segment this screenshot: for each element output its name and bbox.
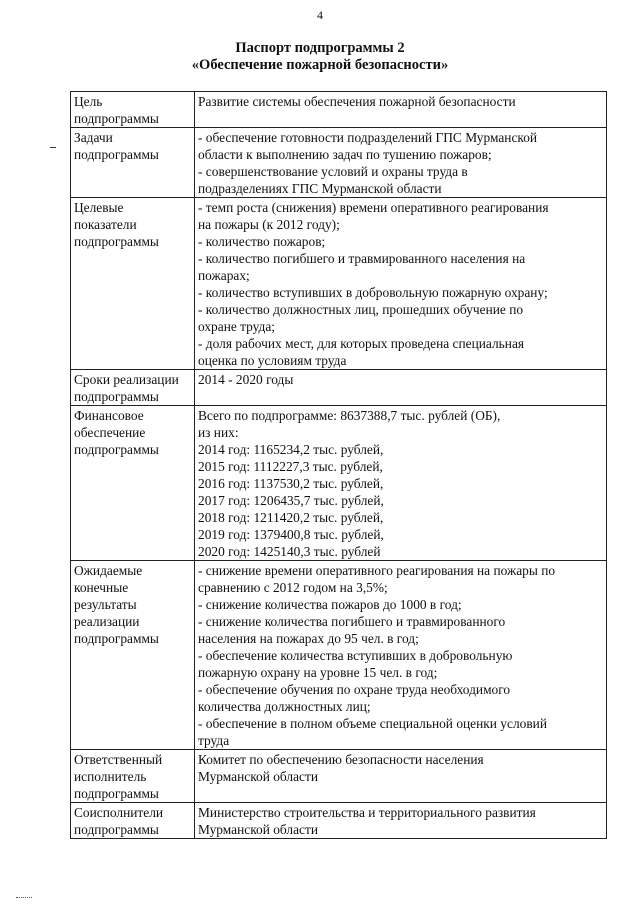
content-line: Мурманской области (198, 769, 318, 784)
content-line: области к выполнению задач по тушению пожаров; (198, 147, 492, 162)
content-line: Министерство строительства и территориального развития (198, 805, 536, 820)
margin-mark (50, 147, 56, 148)
label-line: конечные (74, 580, 129, 595)
title-line-2: «Обеспечение пожарной безопасности» (191, 57, 449, 73)
content-line: из них: (198, 425, 239, 440)
passport-table-body (71, 92, 607, 839)
content-line: сравнению с 2012 годом на 3,5%; (198, 580, 388, 595)
table-row (71, 803, 607, 839)
content-line: - обеспечение обучения по охране труда необходимого (198, 682, 511, 697)
content-line: - обеспечение готовности подразделений ГПС Мурманской (198, 130, 538, 145)
content-line: 2014 год: 1165234,2 тыс. рублей, (198, 442, 384, 457)
row-content (195, 803, 607, 839)
content-line: Развитие системы обеспечения пожарной безопасности (198, 94, 516, 109)
content-line: пожарах; (198, 268, 250, 283)
label-line: результаты (74, 597, 137, 612)
row-content (195, 370, 607, 406)
label-line: Ответственный (74, 752, 163, 767)
row-label (71, 561, 195, 750)
content-line: - снижение времени оперативного реагирования на пожары по (198, 563, 556, 578)
label-line: показатели (74, 217, 137, 232)
table-row (71, 128, 607, 198)
content-line: охране труда; (198, 319, 276, 334)
row-label (71, 370, 195, 406)
content-line: - доля рабочих мест, для которых проведена специальная (198, 336, 525, 351)
footer-mark (16, 897, 32, 899)
content-line: Мурманской области (198, 822, 318, 837)
label-line: подпрограммы (74, 786, 159, 801)
label-line: подпрограммы (74, 442, 159, 457)
label-line: подпрограммы (74, 147, 159, 162)
label-line: Задачи (74, 130, 113, 145)
row-label (71, 803, 195, 839)
table-row (71, 406, 607, 561)
label-line: обеспечение (74, 425, 146, 440)
label-line: исполнитель (74, 769, 147, 784)
content-line: - снижение количества погибшего и травмированного (198, 614, 506, 629)
document-title (0, 40, 640, 74)
table-row (71, 92, 607, 128)
content-line: - количество вступивших в добровольную пожарную охрану; (198, 285, 548, 300)
label-line: Цель (74, 94, 103, 109)
content-line: - количество должностных лиц, прошедших обучение по (198, 302, 524, 317)
content-line: населения на пожарах до 95 чел. в год; (198, 631, 419, 646)
content-line: 2020 год: 1425140,3 тыс. рублей (198, 544, 381, 559)
content-line: подразделениях ГПС Мурманской области (198, 181, 442, 196)
content-line: - количество погибшего и травмированного населения на (198, 251, 526, 266)
row-content (195, 128, 607, 198)
content-line: оценка по условиям труда (198, 353, 347, 368)
content-line: - обеспечение в полном объеме специальной оценки условий (198, 716, 547, 731)
content-line: - снижение количества пожаров до 1000 в год; (198, 597, 462, 612)
content-line: - количество пожаров; (198, 234, 326, 249)
row-label (71, 92, 195, 128)
row-content (195, 198, 607, 370)
table-row (71, 750, 607, 803)
label-line: Ожидаемые (74, 563, 143, 578)
content-line: 2014 - 2020 годы (198, 372, 294, 387)
label-line: подпрограммы (74, 631, 159, 646)
row-label (71, 128, 195, 198)
table-row (71, 561, 607, 750)
label-line: подпрограммы (74, 111, 159, 126)
row-content (195, 92, 607, 128)
label-line: подпрограммы (74, 234, 159, 249)
row-content (195, 750, 607, 803)
page-number: 4 (317, 8, 323, 22)
label-line: подпрограммы (74, 822, 159, 837)
label-line: подпрограммы (74, 389, 159, 404)
content-line: 2015 год: 1112227,3 тыс. рублей, (198, 459, 383, 474)
content-line: - совершенствование условий и охраны труда в (198, 164, 468, 179)
passport-table (70, 91, 607, 839)
content-line: Комитет по обеспечению безопасности населения (198, 752, 484, 767)
table-row (71, 198, 607, 370)
table-row (71, 370, 607, 406)
label-line: Сроки реализации (74, 372, 179, 387)
content-line: - обеспечение количества вступивших в добровольную (198, 648, 513, 663)
content-line: пожарную охрану на уровне 15 чел. в год; (198, 665, 438, 680)
content-line: количества должностных лиц; (198, 699, 371, 714)
row-label (71, 750, 195, 803)
content-line: - темп роста (снижения) времени оперативного реагирования (198, 200, 549, 215)
content-line: 2019 год: 1379400,8 тыс. рублей, (198, 527, 384, 542)
content-line: труда (198, 733, 230, 748)
title-line-1: Паспорт подпрограммы 2 (235, 40, 405, 56)
label-line: реализации (74, 614, 140, 629)
content-line: Всего по подпрограмме: 8637388,7 тыс. рублей (ОБ), (198, 408, 501, 423)
content-line: 2018 год: 1211420,2 тыс. рублей, (198, 510, 384, 525)
label-line: Целевые (74, 200, 124, 215)
row-label (71, 198, 195, 370)
content-line: на пожары (к 2012 году); (198, 217, 340, 232)
row-content (195, 561, 607, 750)
row-content (195, 406, 607, 561)
content-line: 2017 год: 1206435,7 тыс. рублей, (198, 493, 384, 508)
row-label (71, 406, 195, 561)
label-line: Соисполнители (74, 805, 164, 820)
label-line: Финансовое (74, 408, 144, 423)
content-line: 2016 год: 1137530,2 тыс. рублей, (198, 476, 384, 491)
